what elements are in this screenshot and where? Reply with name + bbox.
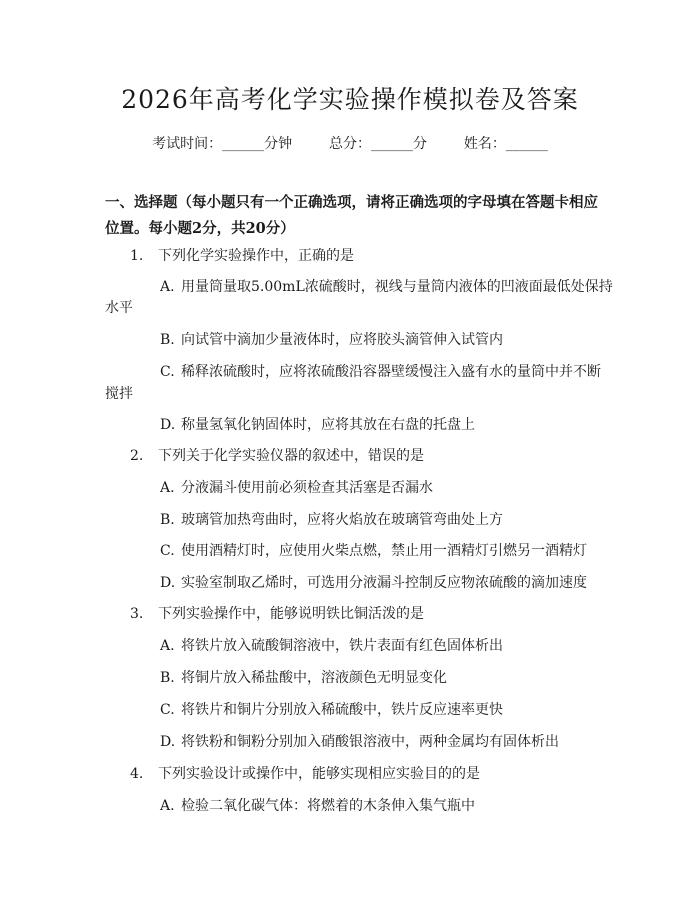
option-text: 称量氢氧化钠固体时，应将其放在右盘的托盘上 xyxy=(181,417,475,433)
option-2c xyxy=(160,540,587,560)
option-letter: A. xyxy=(160,798,175,814)
name-blank: ______ xyxy=(505,136,548,152)
option-letter: B. xyxy=(160,512,175,528)
option-letter: A. xyxy=(160,480,175,496)
option-text: 稀释浓硫酸时，应将浓硫酸沿容器壁缓慢注入盛有水的量筒中并不断 xyxy=(181,364,601,380)
option-text: 向试管中滴加少量液体时，应将胶头滴管伸入试管内 xyxy=(181,332,503,348)
option-3b xyxy=(160,667,447,687)
question-stem: 下列化学实验操作中，正确的是 xyxy=(158,248,354,264)
score-blank: ______ xyxy=(371,136,413,152)
option-1c xyxy=(160,361,601,381)
option-text: 将铁粉和铜粉分别加入硝酸银溶液中，两种金属均有固体析出 xyxy=(181,734,559,750)
question-number: 1. xyxy=(130,248,144,264)
option-1b xyxy=(160,329,503,349)
option-letter: C. xyxy=(160,543,175,559)
exam-title: 2026年高考化学实验操作模拟卷及答案 xyxy=(121,85,579,114)
option-4a xyxy=(160,795,475,815)
time-label: 考试时间： xyxy=(152,136,223,152)
option-text: 将铁片和铜片分别放入稀硫酸中，铁片反应速率更快 xyxy=(181,702,503,718)
time-blank: ______ xyxy=(222,136,265,152)
option-1a-continuation: 水平 xyxy=(105,300,133,316)
question-3 xyxy=(130,603,424,623)
option-letter: B. xyxy=(160,670,175,686)
option-1c-continuation: 搅拌 xyxy=(105,386,133,402)
option-letter: A. xyxy=(160,279,175,295)
question-2 xyxy=(130,445,424,465)
time-unit: 分钟 xyxy=(264,136,293,152)
option-letter: B. xyxy=(160,332,175,348)
option-2d xyxy=(160,572,587,592)
exam-info-line xyxy=(0,133,700,153)
option-text: 玻璃管加热弯曲时，应将火焰放在玻璃管弯曲处上方 xyxy=(181,512,503,528)
option-text: 检验二氧化碳气体：将燃着的木条伸入集气瓶中 xyxy=(181,798,475,814)
option-2b xyxy=(160,509,503,529)
name-label: 姓名： xyxy=(463,136,506,152)
option-letter: A. xyxy=(160,638,175,654)
score-unit: 分 xyxy=(413,136,427,152)
option-letter: D. xyxy=(160,575,176,591)
question-number: 4. xyxy=(130,766,144,782)
option-3d xyxy=(160,731,559,751)
option-text: 分液漏斗使用前必须检查其活塞是否漏水 xyxy=(181,480,433,496)
question-stem: 下列实验操作中，能够说明铁比铜活泼的是 xyxy=(158,606,424,622)
option-text: 使用酒精灯时，应使用火柴点燃，禁止用一酒精灯引燃另一酒精灯 xyxy=(181,543,587,559)
option-letter: C. xyxy=(160,364,175,380)
option-text: 将铁片放入硫酸铜溶液中，铁片表面有红色固体析出 xyxy=(181,638,503,654)
option-1d xyxy=(160,414,475,434)
option-text: 用量筒量取5.00mL浓硫酸时，视线与量筒内液体的凹液面最低处保持 xyxy=(181,279,613,295)
option-letter: D. xyxy=(160,417,176,433)
question-number: 3. xyxy=(130,606,144,622)
option-letter: C. xyxy=(160,702,175,718)
question-4 xyxy=(130,763,480,783)
question-stem: 下列实验设计或操作中，能够实现相应实验目的的是 xyxy=(158,766,480,782)
question-1 xyxy=(130,245,354,265)
option-3c xyxy=(160,699,503,719)
option-2a xyxy=(160,477,433,497)
question-stem: 下列关于化学实验仪器的叙述中，错误的是 xyxy=(158,448,424,464)
option-text: 将铜片放入稀盐酸中，溶液颜色无明显变化 xyxy=(181,670,447,686)
option-letter: D. xyxy=(160,734,176,750)
score-label: 总分： xyxy=(329,136,371,152)
option-3a xyxy=(160,635,503,655)
question-number: 2. xyxy=(130,448,144,464)
section-heading: 一、选择题（每小题只有一个正确选项，请将正确选项的字母填在答题卡相应位置。每小题2分，共20分） xyxy=(105,194,598,237)
option-text: 实验室制取乙烯时，可选用分液漏斗控制反应物浓硫酸的滴加速度 xyxy=(181,575,587,591)
option-1a xyxy=(160,276,613,296)
